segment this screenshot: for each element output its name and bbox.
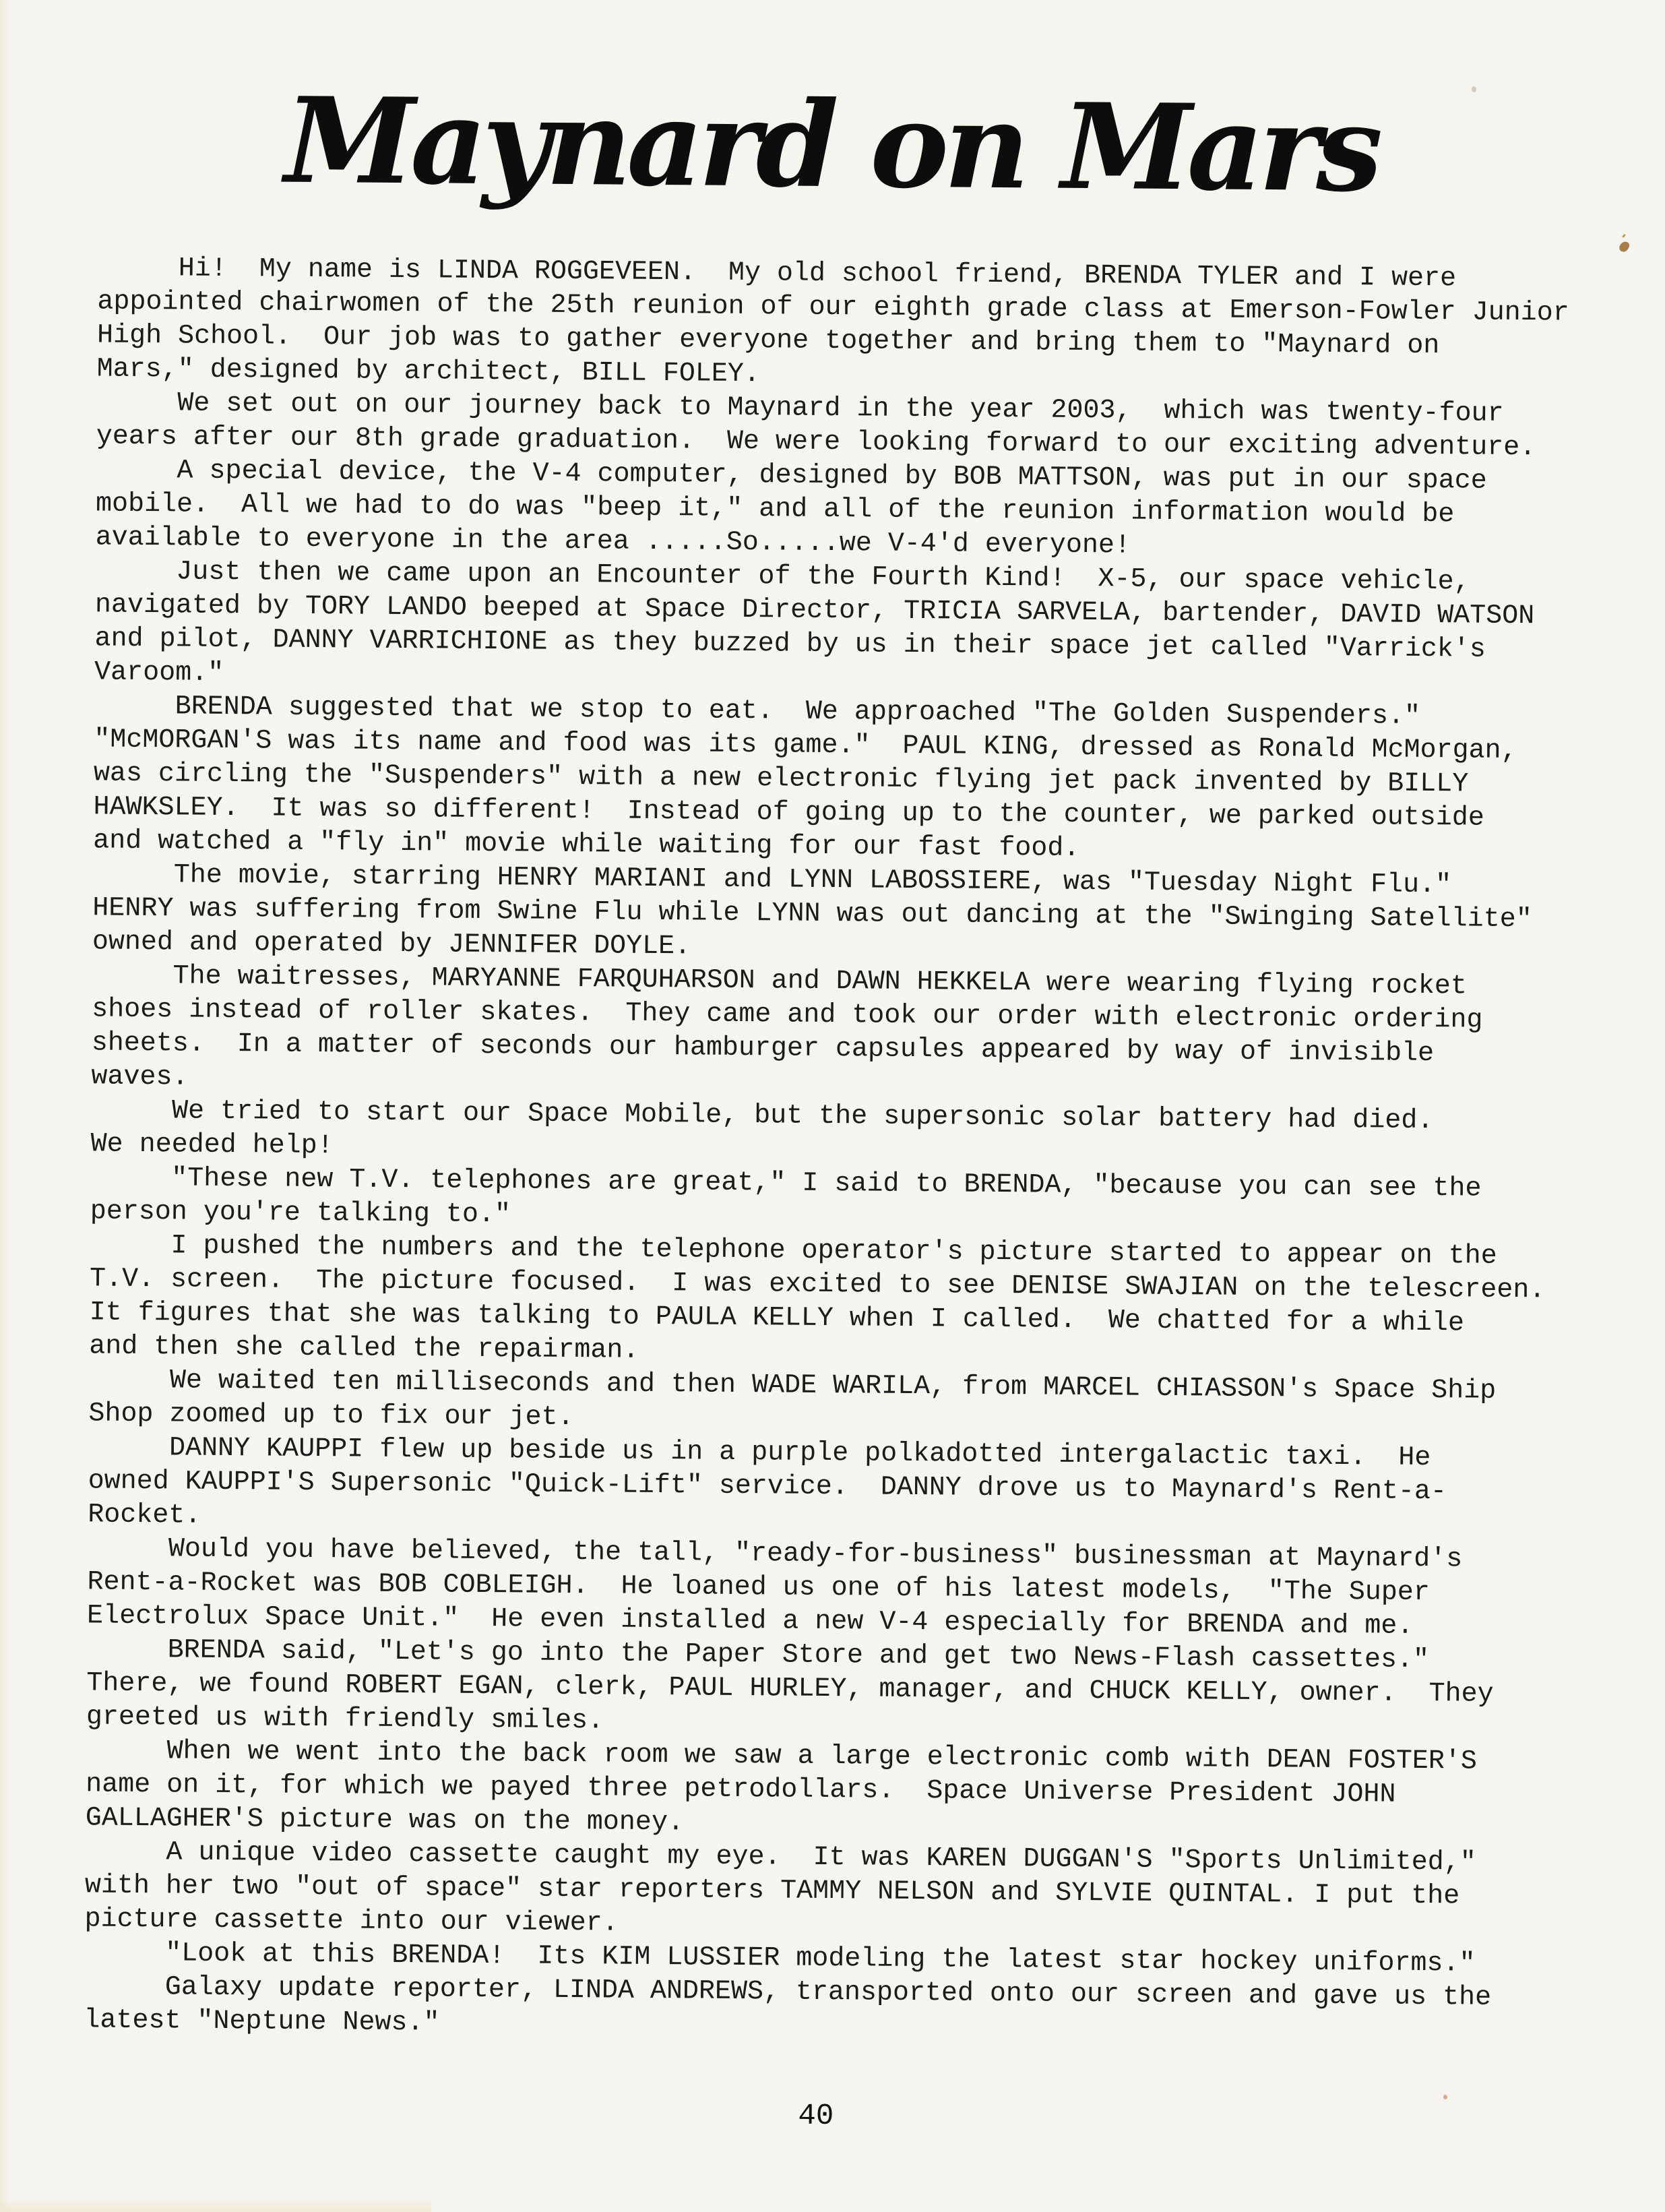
story-paragraph-2: We set out on our journey back to Maynard in the year 2003, which was twenty-four years after our 8th grade graduation. We were looking forward to our exciting adventure. bbox=[96, 388, 1536, 464]
ink-fleck-icon bbox=[1618, 240, 1631, 253]
story-paragraph-6: The movie, starring HENRY MARIANI and LYNN LABOSSIERE, was "Tuesday Night Flu." HENRY was suffering from Swine Flu while LYNN was out dancing at the "Swinging Satellite" owned and operated by JENNIFER DOYLE. bbox=[92, 859, 1532, 962]
story-paragraph-18: Galaxy update reporter, LINDA ANDREWS, transported onto our screen and gave us the latest "Neptune News." bbox=[84, 1971, 1492, 2039]
story-paragraph-14: BRENDA said, "Let's go into the Paper Store and get two News-Flash cassettes." There, we found ROBERT EGAN, clerk, PAUL HURLEY, manager, and CHUCK KELLY, owner. They greeted us with friendly smiles. bbox=[86, 1634, 1494, 1737]
story-paragraph-16: A unique video cassette caught my eye. It was KAREN DUGGAN'S "Sports Unlimited," with her two "out of space" star reporters TAMMY NELSON and SYLVIE QUINTAL. I put the picture cassette into our viewer. bbox=[84, 1837, 1476, 1939]
story-paragraph-4: Just then we came upon an Encounter of the Fourth Kind! X-5, our space vehicle, navigated by TORY LANDO beeped at Space Director, TRICIA SARVELA, bartender, DAVID WATSON and pilot, DANNY VARRICHIONE as they buzzed by us in their space jet called "Varrick's Varoom." bbox=[94, 556, 1535, 689]
story-paragraph-17: "Look at this BRENDA! Its KIM LUSSIER modeling the latest star hockey uniforms." bbox=[84, 1938, 1476, 1979]
story-paragraph-10: I pushed the numbers and the telephone operator's picture started to appear on the T.V. screen. The picture focused. I was excited to see DENISE SWAJIAN on the telescreen. It figures that she was talking to PAULA KELLY when I called. We chatted for a while and then she called the repairman. bbox=[89, 1230, 1546, 1366]
story-paragraph-13: Would you have believed, the tall, "ready-for-business" businessman at Maynard's Rent-a-Rocket was BOB COBLEIGH. He loaned us one of his latest models, "The Super Electrolux Space Unit." He even installed a new V-4 especially for BRENDA and me. bbox=[86, 1533, 1463, 1642]
story-paragraph-7: The waitresses, MARYANNE FARQUHARSON and DAWN HEKKELA were wearing flying rocket shoes instead of roller skates. They came and took our order with electronic ordering sheets. In a matter of seconds our hamburger capsules appeared by way of invisible waves. bbox=[91, 960, 1483, 1093]
story-paragraph-8: We tried to start our Space Mobile, but the supersonic solar battery had died. We needed help! bbox=[90, 1095, 1434, 1162]
story-paragraph-1: Hi! My name is LINDA ROGGEVEEN. My old school friend, BRENDA TYLER and I were appointed chairwomen of the 25th reunion of our eighth grade class at Emerson-Fowler Junior High School. Our job was to gather everyone together and bring them to "Maynard on Mars," designed by architect, BILL FOLEY. bbox=[96, 253, 1569, 390]
story-paragraph-5: BRENDA suggested that we stop to eat. We approached "The Golden Suspenders." "McMORGAN'S was its name and food was its game." PAUL KING, dressed as Ronald McMorgan, was circling the "Suspenders" with a new electronic flying jet pack invented by BILLY HAWKSLEY. It was so different! Instead of going up to the counter, we parked outside and watched a "fly in" movie while waiting for our fast food. bbox=[92, 691, 1517, 864]
story-paragraph-15: When we went into the back room we saw a large electronic comb with DEAN FOSTER'S name on it, for which we payed three petrodollars. Space Universe President JOHN GALLAGHER'S picture was on the money. bbox=[85, 1735, 1478, 1839]
scan-speck-icon bbox=[1443, 2095, 1447, 2099]
story-paragraph-12: DANNY KAUPPI flew up beside us in a purple polkadotted intergalactic taxi. He owned KAUPPI'S Supersonic "Quick-Lift" service. DANNY drove us to Maynard's Rent-a- Rocket. bbox=[88, 1432, 1447, 1531]
page-title: Maynard on Mars bbox=[284, 71, 1379, 219]
story-paragraph-11: We waited ten milliseconds and then WADE WARILA, from MARCEL CHIASSON's Space Ship Shop zoomed up to fix our jet. bbox=[88, 1365, 1497, 1434]
scan-edge-left bbox=[0, 0, 11, 2212]
story-paragraph-9: "These new T.V. telephones are great," I said to BRENDA, "because you can see the person you're talking to." bbox=[90, 1163, 1482, 1231]
scan-speck-icon bbox=[1472, 86, 1476, 92]
scan-edge-bottom bbox=[0, 2197, 431, 2212]
story-text bbox=[84, 251, 1627, 2050]
page-number: 40 bbox=[798, 2099, 834, 2134]
story-paragraph-3: A special device, the V-4 computer, designed by BOB MATTSON, was put in our space mobile. All we had to do was "beep it," and all of the reunion information would be available to everyone in the area .....So.....we V-4'd everyone! bbox=[95, 455, 1487, 561]
